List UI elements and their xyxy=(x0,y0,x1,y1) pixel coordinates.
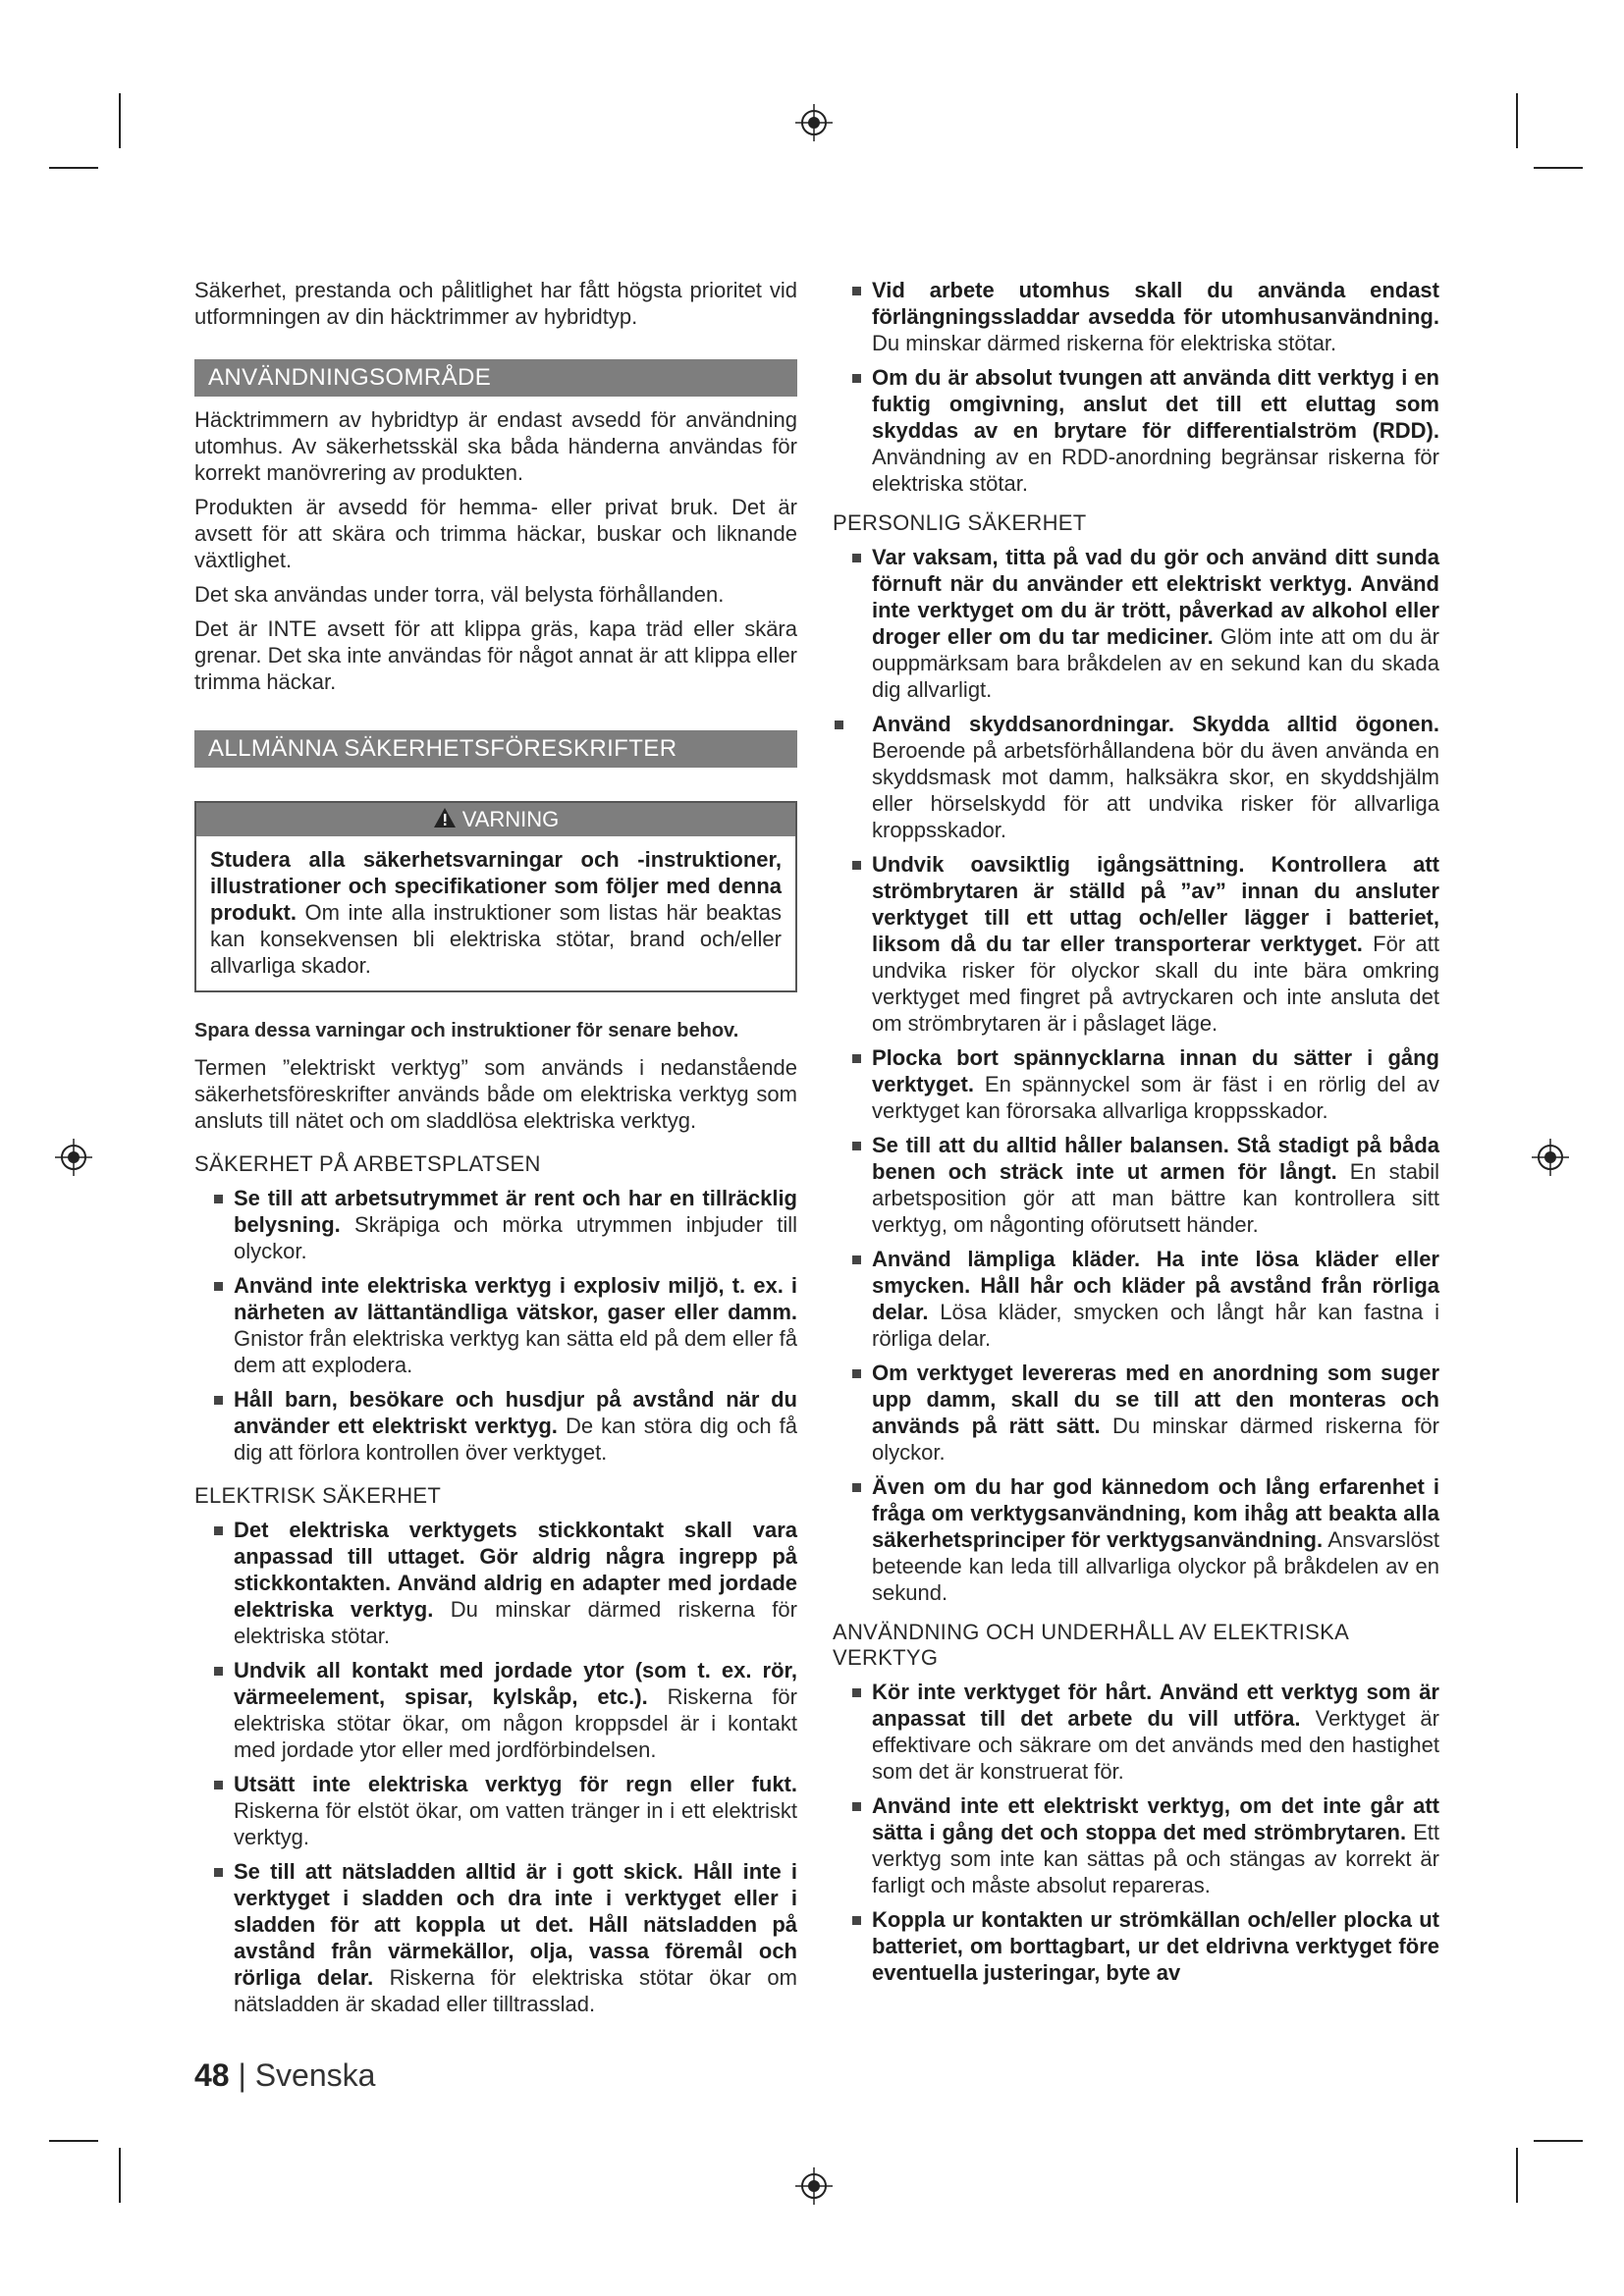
page-footer xyxy=(194,2057,375,2094)
electrical-list xyxy=(194,1517,797,2017)
list-item: Håll barn, besökare och husdjur på avstånd när du använder ett elektriskt verktyg. De kan störa dig och få dig att förlora kontrollen över verktyget. xyxy=(194,1386,797,1466)
crop-mark xyxy=(119,93,121,148)
warning-header xyxy=(196,803,795,836)
crop-mark xyxy=(1534,167,1583,169)
list-item: Det elektriska verktygets stickkontakt skall vara anpassad till uttaget. Gör aldrig några ingrepp på stickkontakten. Använd aldrig en adapter med jordade elektriska verktyg. Du minskar därmed riskerna för elektriska stötar. xyxy=(194,1517,797,1649)
workplace-list xyxy=(194,1185,797,1466)
warning-text: Om inte alla instruktioner som listas här beaktas kan konsekvensen bli elektriska stötar, brand och/eller allvarliga skador. xyxy=(210,900,782,978)
left-column xyxy=(194,277,797,2025)
list-item: Undvik oavsiktlig igångsättning. Kontrollera att strömbrytaren är ställd på ”av” innan du ansluter verktyget till ett uttag och/eller lägger i batteriet, liksom då du tar eller transporterar verktyget. För att undvika risker för olyckor skall du inte bära omkring verktyget med fingret på avtryckaren och inte ansluta det om strömbrytaren är i påslaget läge. xyxy=(833,851,1439,1037)
list-item: Använd inte elektriska verktyg i explosiv miljö, t. ex. i närheten av lättantändliga vätskor, gaser eller damm. Gnistor från elektriska verktyg kan sätta eld på dem eller få dem att explodera. xyxy=(194,1272,797,1378)
list-item: Om du är absolut tvungen att använda ditt verktyg i en fuktig omgivning, anslut det till ett eluttag som skyddas av en brytare för differentialström (RDD). Användning av en RDD-anordning begränsar riskerna för elektriska stötar. xyxy=(833,364,1439,497)
warning-triangle-icon xyxy=(433,807,457,828)
footer-separator: | xyxy=(238,2057,246,2093)
footer-language: Svenska xyxy=(254,2057,376,2093)
personal-list xyxy=(833,544,1439,1606)
list-item: Se till att du alltid håller balansen. Stå stadigt på båda benen och sträck inte ut armen för långt. En stabil arbetsposition gör att man bättre kan kontrollera sitt verktyg, om någonting oförutsett händer. xyxy=(833,1132,1439,1238)
electrical-list-continued xyxy=(833,277,1439,497)
warning-box xyxy=(194,801,797,992)
term-definition: Termen ”elektriskt verktyg” som används i nedanstående säkerhetsföreskrifter används både om elektriska verktyg som ansluts till nätet och om sladdlösa elektriska verktyg. xyxy=(194,1055,797,1133)
registration-mark-icon xyxy=(55,1139,92,1176)
page-number: 48 xyxy=(194,2057,230,2093)
list-item: Även om du har god kännedom och lång erfarenhet i fråga om verktygsanvändning, kom ihåg att beakta alla säkerhetsprinciper för verktygsanvändning. Ansvarslöst beteende kan leda till allvarliga olyckor på bråkdelen av en sekund. xyxy=(833,1473,1439,1606)
registration-mark-icon xyxy=(795,104,833,141)
list-item: Använd skyddsanordningar. Skydda alltid ögonen. Beroende på arbetsförhållandena bör du även använda en skyddsmask mot damm, halksäkra skor, en skyddshjälm eller hörselskydd för att undvika risker för allvarliga kroppsskador. xyxy=(833,711,1439,843)
intro-text: Säkerhet, prestanda och pålitlighet har fått högsta prioritet vid utformningen av din häcktrimmer av hybridtyp. xyxy=(194,278,797,329)
crop-mark xyxy=(1516,93,1518,148)
list-item: Koppla ur kontakten ur strömkällan och/eller plocka ut batteriet, om borttagbart, ur det eldrivna verktyget före eventuella justeringar, byte av xyxy=(833,1906,1439,1986)
subheading-electrical: ELEKTRISK SÄKERHET xyxy=(194,1483,442,1508)
subheading-personal: PERSONLIG SÄKERHET xyxy=(833,510,1087,535)
usage-paragraph: Produkten är avsedd för hemma- eller privat bruk. Det är avsett för att skära och trimma häckar, buskar och liknande växtlighet. xyxy=(194,495,797,572)
crop-mark xyxy=(1516,2148,1518,2203)
registration-mark-icon xyxy=(795,2167,833,2205)
save-instructions-note: Spara dessa varningar och instruktioner för senare behov. xyxy=(194,1020,739,1041)
list-item: Om verktyget levereras med en anordning som suger upp damm, skall du se till att den monteras och används på rätt sätt. Du minskar därmed riskerna för olyckor. xyxy=(833,1360,1439,1466)
warning-body xyxy=(196,836,795,990)
warning-bold-text: Studera alla säkerhetsvarningar och -instruktioner, illustrationer och specifikationer som följer med denna produkt. xyxy=(210,847,782,925)
warning-title: VARNING xyxy=(461,807,560,831)
list-item: Utsätt inte elektriska verktyg för regn eller fukt. Riskerna för elstöt ökar, om vatten tränger in i ett elektriskt verktyg. xyxy=(194,1771,797,1850)
crop-mark xyxy=(49,2140,98,2142)
list-item: Se till att arbetsutrymmet är rent och har en tillräcklig belysning. Skräpiga och mörka utrymmen inbjuder till olyckor. xyxy=(194,1185,797,1264)
usage-paragraph: Häcktrimmern av hybridtyp är endast avsedd för användning utomhus. Av säkerhetsskäl ska båda händerna användas för korrekt manövrering av produkten. xyxy=(194,407,797,485)
right-column xyxy=(833,277,1439,1994)
list-item: Använd inte ett elektriskt verktyg, om det inte går att sätta i gång det och stoppa det med strömbrytaren. Ett verktyg som inte kan sättas på och stängas av korrekt är farligt och måste absolut repareras. xyxy=(833,1792,1439,1898)
list-item: Undvik all kontakt med jordade ytor (som t. ex. rör, värmeelement, spisar, kylskåp, etc.). Riskerna för elektriska stötar ökar, om någon kroppsdel är i kontakt med jordade ytor eller med jordförbindelsen. xyxy=(194,1657,797,1763)
list-item: Vid arbete utomhus skall du använda endast förlängningssladdar avsedda för utomhusanvändning. Du minskar därmed riskerna för elektriska stötar. xyxy=(833,277,1439,356)
list-item: Plocka bort spännycklarna innan du sätter i gång verktyget. En spännyckel som är fäst i en rörlig del av verktyget kan förorsaka allvarliga kroppsskador. xyxy=(833,1044,1439,1124)
registration-mark-icon xyxy=(1532,1139,1569,1176)
list-item: Använd lämpliga kläder. Ha inte lösa kläder eller smycken. Håll hår och kläder på avstånd från rörliga delar. Lösa kläder, smycken och långt hår kan fastna i rörliga delar. xyxy=(833,1246,1439,1352)
list-item: Se till att nätsladden alltid är i gott skick. Håll inte i verktyget i sladden och dra inte i verktyget eller i sladden för att koppla ut det. Håll nätsladden på avstånd från värmekällor, olja, vassa föremål och rörliga delar. Riskerna för elektriska stötar ökar om nätsladden är skadad eller tilltrasslad. xyxy=(194,1858,797,2017)
subheading-maintenance: ANVÄNDNING OCH UNDERHÅLL AV ELEKTRISKA VERKTYG xyxy=(833,1620,1348,1670)
usage-paragraph: Det är INTE avsett för att klippa gräs, kapa träd eller skära grenar. Det ska inte användas för något annat är att klippa eller trimma häckar. xyxy=(194,616,797,694)
section-heading-general-safety: ALLMÄNNA SÄKERHETSFÖRESKRIFTER xyxy=(194,730,797,768)
subheading-workplace: SÄKERHET PÅ ARBETSPLATSEN xyxy=(194,1151,541,1176)
crop-mark xyxy=(119,2148,121,2203)
maintenance-list xyxy=(833,1679,1439,1986)
section-heading-usage: ANVÄNDNINGSOMRÅDE xyxy=(194,359,797,397)
usage-paragraph: Det ska användas under torra, väl belysta förhållanden. xyxy=(194,582,725,607)
crop-mark xyxy=(1534,2140,1583,2142)
list-item: Var vaksam, titta på vad du gör och använd ditt sunda förnuft när du använder ett elektriskt verktyg. Använd inte verktyget om du är trött, påverkad av alkohol eller droger eller om du tar mediciner. Glöm inte att om du är ouppmärksam bara bråkdelen av en sekund kan du skada dig allvarligt. xyxy=(833,544,1439,703)
crop-mark xyxy=(49,167,98,169)
list-item: Kör inte verktyget för hårt. Använd ett verktyg som är anpassat till det arbete du vill utföra. Verktyget är effektivare och säkrare om det används med den hastighet som det är konstruerat för. xyxy=(833,1679,1439,1785)
